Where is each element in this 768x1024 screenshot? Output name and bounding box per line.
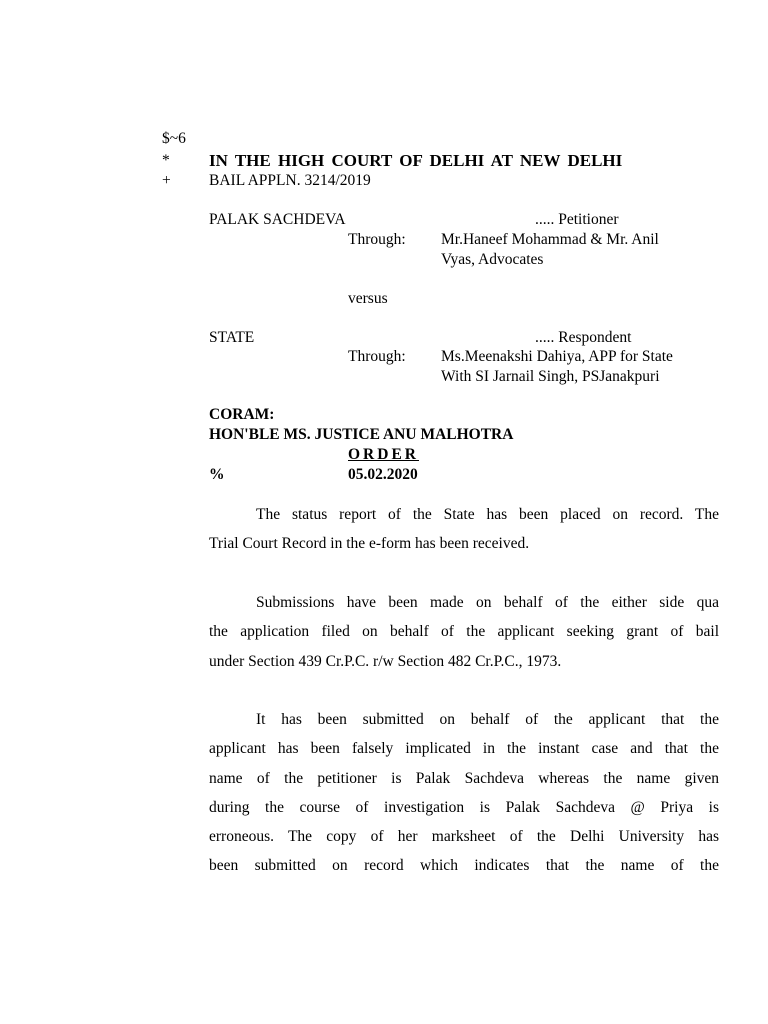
case-code: $~6 (162, 130, 186, 147)
through-label: Through: (348, 348, 406, 365)
respondent-name: STATE (209, 329, 255, 346)
petitioner-counsel: Mr.Haneef Mohammad & Mr. Anil (441, 231, 659, 248)
paragraph-line: Trial Court Record in the e-form has been received. (209, 535, 530, 553)
paragraph-line: during the course of investigation is Palak Sachdeva @ Priya is (209, 798, 719, 816)
paragraph-3 (209, 705, 719, 881)
coram-label: CORAM: (209, 406, 275, 423)
order-heading: ORDER (348, 446, 419, 463)
respondent-counsel: Ms.Meenakshi Dahiya, APP for State (441, 348, 673, 365)
percent-marker: % (209, 466, 225, 483)
petitioner-role: ..... Petitioner (535, 211, 619, 228)
paragraph-line: under Section 439 Cr.P.C. r/w Section 482 Cr.P.C., 1973. (209, 652, 562, 670)
petitioner-name: PALAK SACHDEVA (209, 211, 346, 228)
star-marker: * (162, 152, 170, 169)
paragraph-line: applicant has been falsely implicated in the instant case and that the (209, 740, 719, 758)
paragraph-line: name of the petitioner is Palak Sachdeva whereas the name given (209, 769, 719, 787)
judge-name: HON'BLE MS. JUSTICE ANU MALHOTRA (209, 426, 514, 443)
order-date: 05.02.2020 (348, 466, 418, 483)
paragraph-1 (209, 500, 719, 559)
paragraph-line: erroneous. The copy of her marksheet of the Delhi University has (209, 828, 719, 846)
petitioner-counsel-cont: Vyas, Advocates (441, 251, 544, 268)
respondent-role: ..... Respondent (535, 329, 632, 346)
case-number: BAIL APPLN. 3214/2019 (209, 172, 371, 189)
respondent-counsel-cont: With SI Jarnail Singh, PSJanakpuri (441, 368, 660, 385)
paragraph-line: the application filed on behalf of the applicant seeking grant of bail (209, 623, 719, 641)
versus-label: versus (348, 290, 388, 307)
court-title: IN THE HIGH COURT OF DELHI AT NEW DELHI (209, 151, 623, 170)
paragraph-2 (209, 588, 719, 676)
through-label: Through: (348, 231, 406, 248)
paragraph-line: Submissions have been made on behalf of the either side qua (256, 594, 719, 611)
plus-marker: + (162, 172, 171, 189)
paragraph-line: It has been submitted on behalf of the applicant that the (256, 711, 719, 728)
paragraph-line: The status report of the State has been placed on record. The (256, 506, 719, 523)
paragraph-line: been submitted on record which indicates that the name of the (209, 857, 719, 875)
